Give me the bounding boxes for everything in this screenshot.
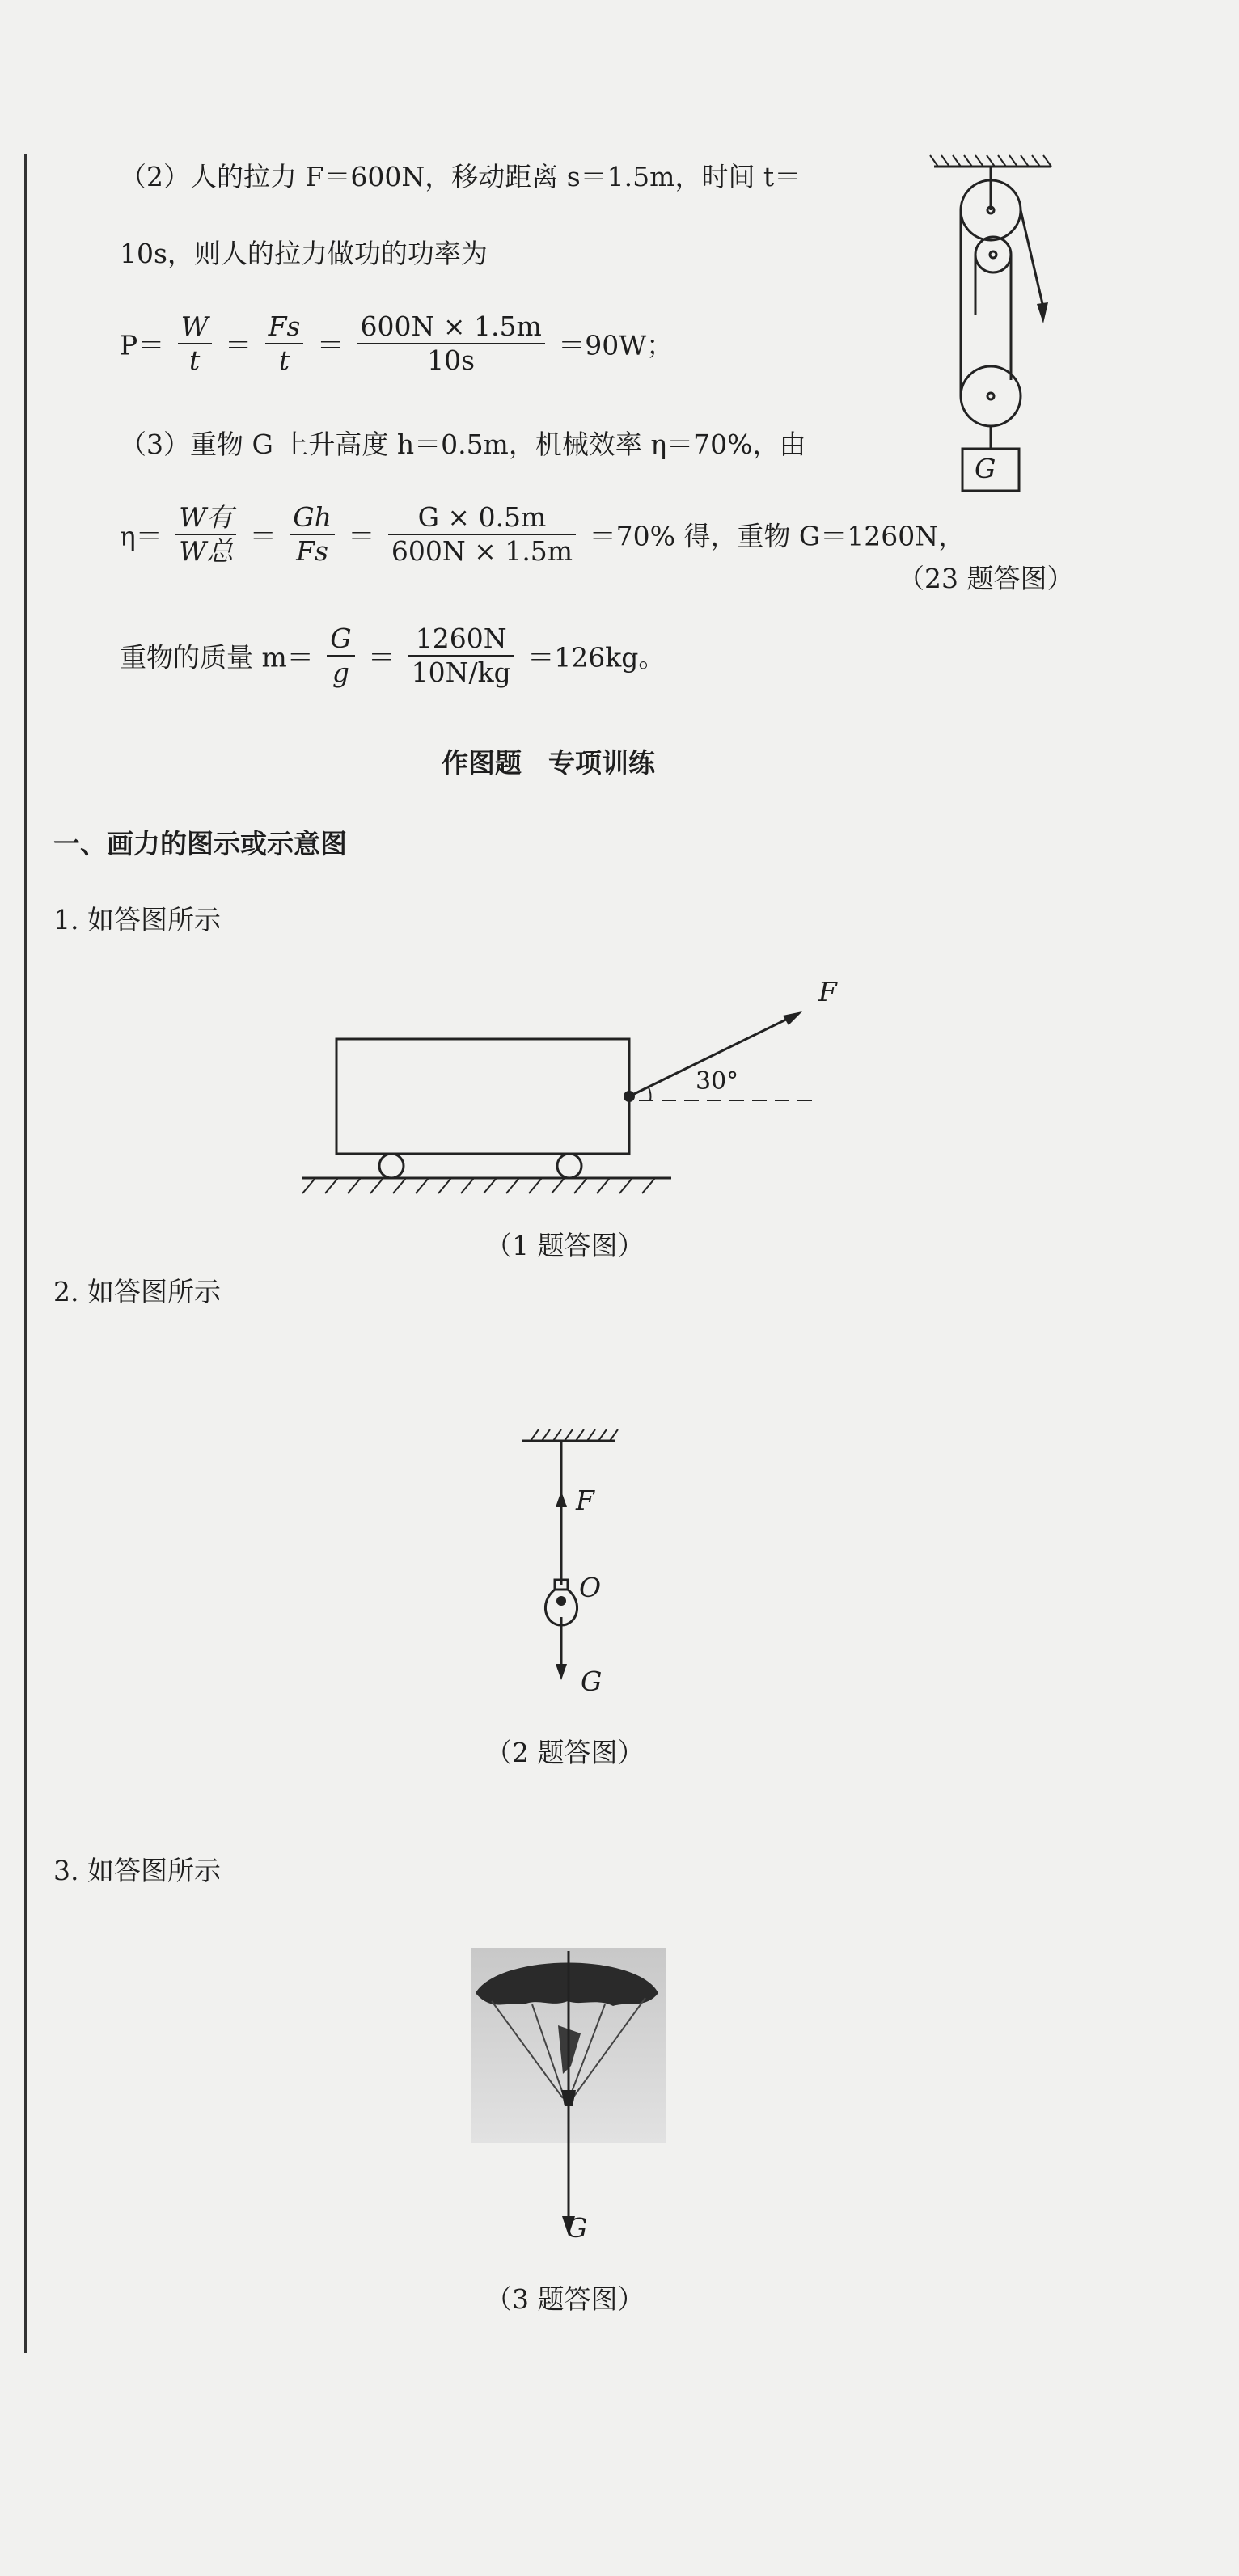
pulley-weight-label: G xyxy=(975,453,996,484)
fraction-numerator: Gh xyxy=(290,501,335,535)
fraction-denominator: t xyxy=(189,344,201,376)
margin-rule xyxy=(24,154,27,2353)
fraction-numerator: 600N × 1.5m xyxy=(357,310,544,344)
power-result: ＝90W； xyxy=(558,329,674,361)
power-formula xyxy=(120,310,673,377)
power-fraction-1 xyxy=(178,310,212,377)
subsection-title: 一、画力的图示或示意图 xyxy=(53,828,347,859)
mass-formula xyxy=(120,623,665,689)
fraction-numerator: G × 0.5m xyxy=(388,501,576,535)
cart-figure xyxy=(299,970,833,1205)
item-2-point-label: O xyxy=(579,1572,602,1603)
fraction-numerator: Fs xyxy=(265,310,304,344)
item-3-caption: （3 题答图） xyxy=(485,2283,645,2315)
equals-sign: ＝ xyxy=(225,329,252,361)
mass-fraction-1 xyxy=(327,623,354,689)
item-1-angle-label: 30° xyxy=(696,1067,739,1096)
efficiency-fraction-1 xyxy=(175,501,236,568)
efficiency-formula xyxy=(120,501,965,568)
item-2-label: 2. 如答图所示 xyxy=(53,1276,221,1307)
fraction-denominator: g xyxy=(332,657,350,688)
section-title: 作图题 专项训练 xyxy=(442,747,655,779)
fraction-denominator: t xyxy=(278,344,290,376)
q23-part3-line1: （3）重物 G 上升高度 h＝0.5m，机械效率 η＝70%，由 xyxy=(120,429,806,460)
lamp-figure xyxy=(510,1423,623,1690)
parachutist-figure xyxy=(467,1945,670,2252)
efficiency-lhs: η＝ xyxy=(120,520,163,552)
fraction-numerator: W xyxy=(178,310,212,344)
power-fraction-2 xyxy=(265,310,304,377)
fraction-denominator: 600N × 1.5m xyxy=(391,535,573,567)
pulley-figure xyxy=(922,154,1068,501)
fraction-denominator: 10N/kg xyxy=(411,657,511,688)
item-2-weight-label: G xyxy=(581,1666,603,1697)
power-fraction-3 xyxy=(357,310,544,377)
item-2-force-label: F xyxy=(576,1484,594,1516)
item-3-weight-label: G xyxy=(566,2212,588,2244)
item-1-label: 1. 如答图所示 xyxy=(53,904,221,935)
q23-part2-line1: （2）人的拉力 F＝600N，移动距离 s＝1.5m，时间 t＝ xyxy=(120,161,801,192)
fraction-denominator: W总 xyxy=(179,535,234,567)
equals-sign: ＝ xyxy=(249,520,277,552)
efficiency-result: ＝70% 得，重物 G＝1260N， xyxy=(589,520,966,552)
fraction-numerator: W有 xyxy=(175,501,236,535)
fraction-denominator: Fs xyxy=(296,535,328,567)
item-1-caption: （1 题答图） xyxy=(485,1230,645,1261)
efficiency-fraction-2 xyxy=(290,501,335,568)
equals-sign: ＝ xyxy=(316,329,344,361)
equals-sign: ＝ xyxy=(368,641,395,674)
power-lhs: P＝ xyxy=(120,329,165,361)
equals-sign: ＝ xyxy=(348,520,375,552)
mass-result: ＝126kg。 xyxy=(527,641,666,674)
fraction-numerator: 1260N xyxy=(408,623,514,657)
item-1-force-label: F xyxy=(818,976,837,1007)
item-2-caption: （2 题答图） xyxy=(485,1737,645,1768)
q23-part2-line2: 10s，则人的拉力做功的功率为 xyxy=(120,238,488,269)
figure-23-caption: （23 题答图） xyxy=(898,563,1074,594)
mass-fraction-2 xyxy=(408,623,514,689)
mass-lhs: 重物的质量 m＝ xyxy=(120,641,314,674)
efficiency-fraction-3 xyxy=(388,501,576,568)
fraction-numerator: G xyxy=(327,623,354,657)
fraction-denominator: 10s xyxy=(427,344,476,376)
item-3-label: 3. 如答图所示 xyxy=(53,1855,221,1886)
